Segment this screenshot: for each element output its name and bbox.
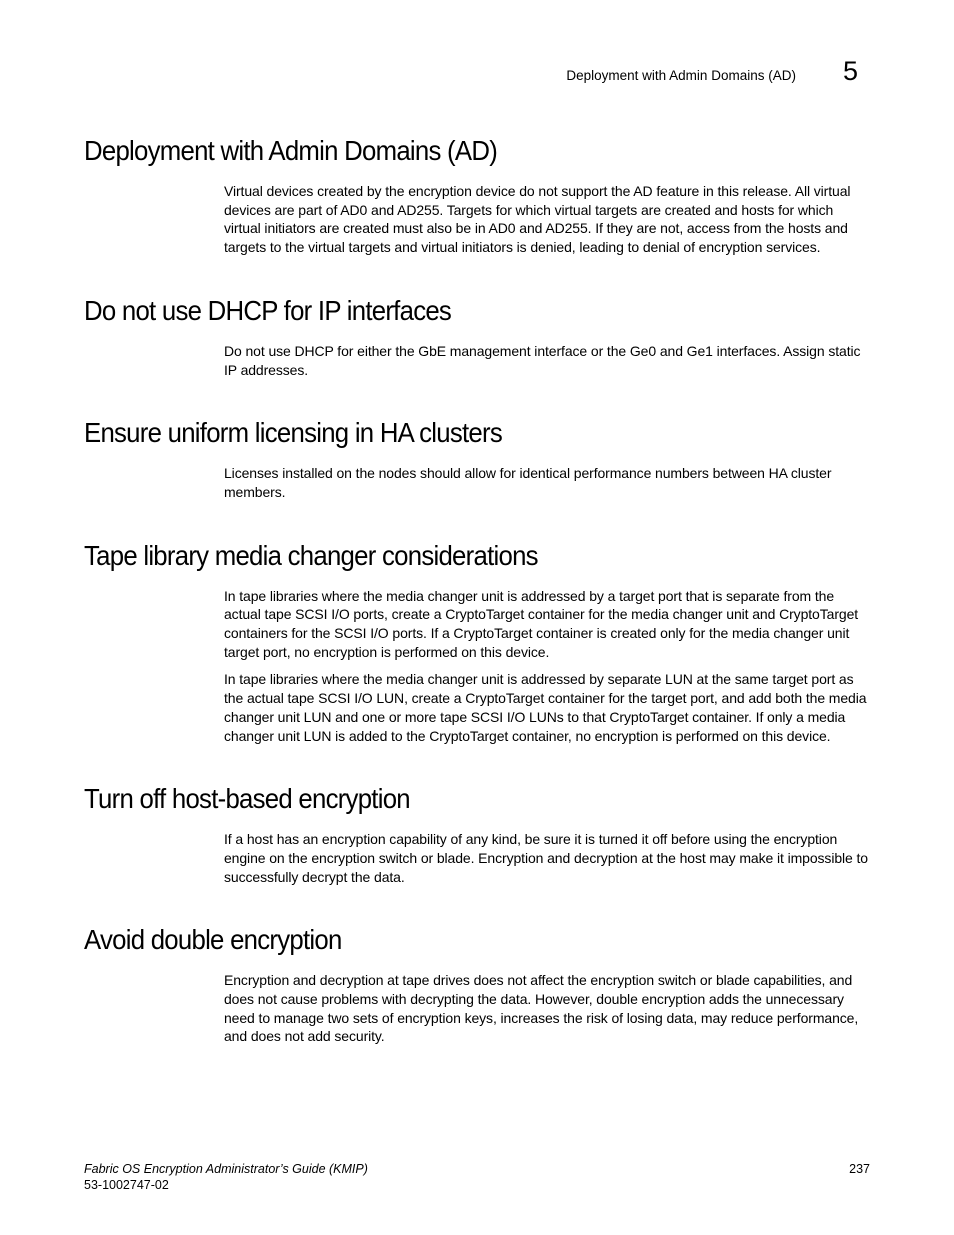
footer-page-number: 237 xyxy=(849,1162,870,1176)
section-paragraph: Do not use DHCP for either the GbE management interface or the Ge0 and Ge1 interfaces. Assign static IP addresses. xyxy=(224,342,861,378)
section-heading: Tape library media changer considerations xyxy=(84,539,538,571)
chapter-number: 5 xyxy=(842,56,858,86)
section-paragraph: Virtual devices created by the encryption device do not support the AD feature in this release. All virtual devices are part of AD0 and AD255. Targets for which virtual targets are created and hosts for which virtual initiators are created must also be in AD0 and AD255. If they are not, access from the hosts and targets to the virtual targets and virtual initiators is denied, leading to denial of encryption services. xyxy=(224,183,851,256)
section-heading: Avoid double encryption xyxy=(84,924,342,956)
section-heading: Ensure uniform licensing in HA clusters xyxy=(84,417,502,449)
section-heading: Deployment with Admin Domains (AD) xyxy=(84,135,498,166)
running-header-title: Deployment with Admin Domains (AD) xyxy=(566,68,796,83)
section-ha-licensing xyxy=(84,418,870,501)
section-paragraph: If a host has an encryption capability of any kind, be sure it is turned it off before using the encryption engine on the encryption switch or blade. Encryption and decryption at the host may make it impossible to successfully decrypt the data. xyxy=(224,831,868,885)
section-host-encryption xyxy=(84,784,870,886)
running-header xyxy=(566,58,858,85)
section-double-encryption xyxy=(84,925,870,1046)
section-tape-library xyxy=(84,541,870,746)
section-paragraph: In tape libraries where the media changer unit is addressed by separate LUN at the same target port as the actual tape SCSI I/O LUN, create a CryptoTarget container for the target port, and add both the media changer unit LUN and one or more tape SCSI I/O LUNs to that CryptoTarget container. If only a media changer unit LUN is added to the CryptoTarget container, no encryption is performed on this device. xyxy=(224,671,867,744)
section-dhcp xyxy=(84,296,870,379)
section-deployment-admin-domains xyxy=(84,136,870,257)
footer-doc-number: 53-1002747-02 xyxy=(84,1178,169,1192)
page-footer xyxy=(84,1161,870,1193)
section-paragraph: In tape libraries where the media changer unit is addressed by a target port that is separate from the actual tape SCSI I/O ports, create a CryptoTarget container for the media changer unit and CryptoTarget containers for the SCSI I/O ports. If a CryptoTarget container is created only for the media changer unit target port, no encryption is performed on this device. xyxy=(224,587,859,660)
section-paragraph: Encryption and decryption at tape drives does not affect the encryption switch or blade capabilities, and does not cause problems with decrypting the data. However, double encryption adds the unnecessary need to manage two sets of encryption keys, increases the risk of losing data, may reduce performance, and does not add security. xyxy=(224,972,859,1045)
footer-doc-title: Fabric OS Encryption Administrator’s Guide (KMIP) xyxy=(84,1162,368,1176)
section-paragraph: Licenses installed on the nodes should allow for identical performance numbers between HA cluster members. xyxy=(224,465,832,500)
page-content xyxy=(84,136,870,1046)
section-heading: Do not use DHCP for IP interfaces xyxy=(84,294,452,326)
section-heading: Turn off host-based encryption xyxy=(84,783,410,815)
